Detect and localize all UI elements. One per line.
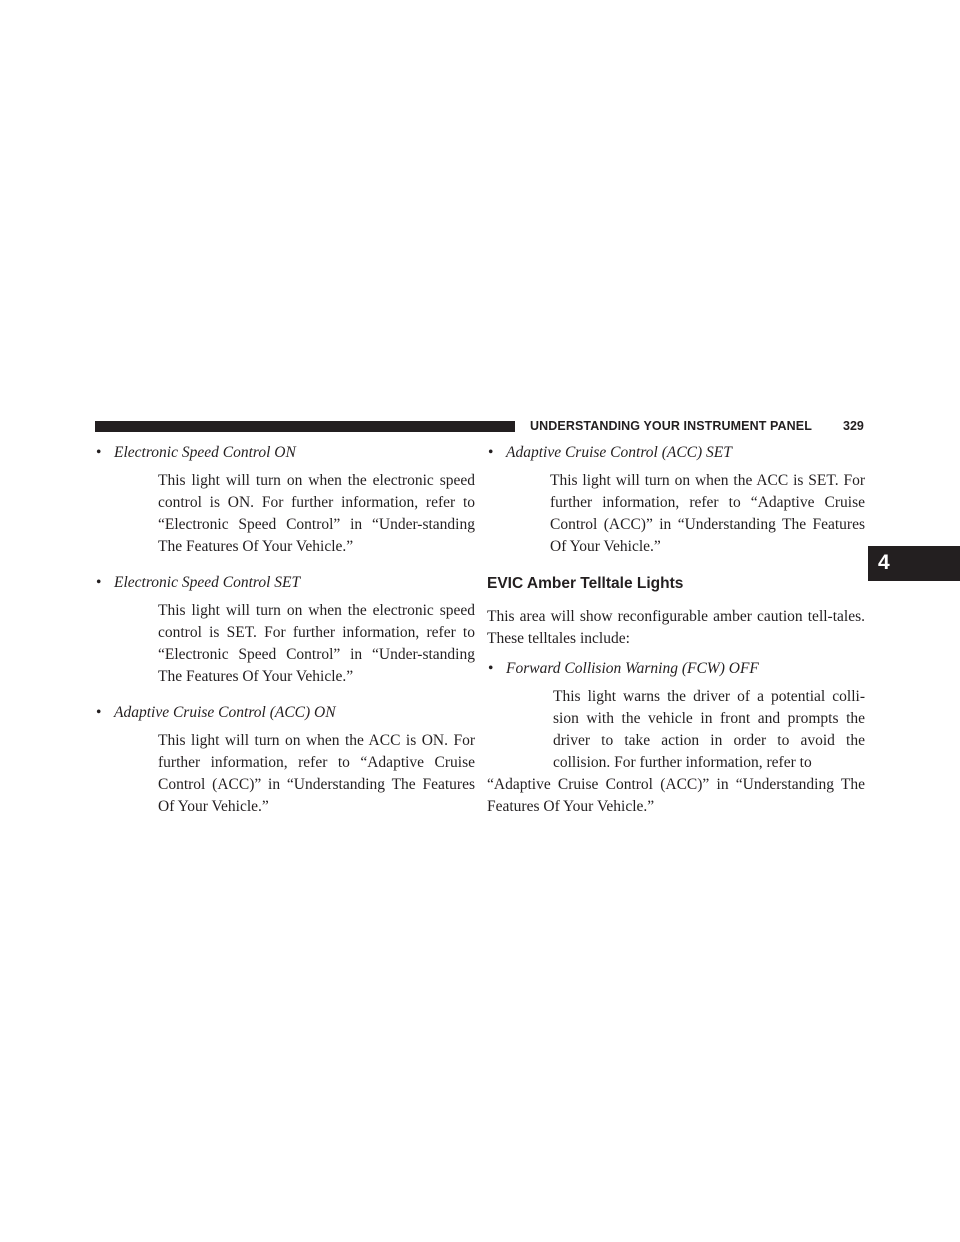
bullet-text-esc-on: This light will turn on when the electronic speed control is ON. For further information, refer to “Electronic Speed Control” in “Under-standing The Features Of Your Vehicle.” bbox=[158, 472, 475, 555]
bullet-text-fcw-off-continued: “Adaptive Cruise Control (ACC)” in “Understanding The Features Of Your Vehicle.” bbox=[487, 776, 865, 815]
bullet-text-acc-on: This light will turn on when the ACC is ON. For further information, refer to “Adaptive Cruise Control (ACC)” in “Understanding The Features Of Your Vehicle.” bbox=[158, 732, 475, 815]
right-column bbox=[487, 442, 865, 818]
bullet-title-acc-on: • Adaptive Cruise Control (ACC) ON bbox=[95, 702, 475, 724]
left-column bbox=[95, 442, 475, 832]
running-header-title: UNDERSTANDING YOUR INSTRUMENT PANEL bbox=[530, 419, 812, 433]
section-heading: EVIC Amber Telltale Lights bbox=[487, 575, 684, 592]
bullet-title-esc-set: • Electronic Speed Control SET bbox=[95, 572, 475, 594]
header-rule bbox=[95, 421, 515, 432]
bullet-text-esc-set: This light will turn on when the electronic speed control is SET. For further information, refer to “Electronic Speed Control” in “Under-standing The Features Of Your Vehicle.” bbox=[158, 602, 475, 685]
bullet-text-acc-set: This light will turn on when the ACC is SET. For further information, refer to “Adaptive Cruise Control (ACC)” in “Understanding The Features Of Your Vehicle.” bbox=[550, 472, 865, 555]
bullet-title-esc-on: • Electronic Speed Control ON bbox=[95, 442, 475, 464]
bullet-title-acc-set: • Adaptive Cruise Control (ACC) SET bbox=[487, 442, 865, 464]
bullet-title-fcw-off: • Forward Collision Warning (FCW) OFF bbox=[487, 658, 865, 680]
page-number: 329 bbox=[843, 419, 864, 433]
bullet-text-fcw-off: This light warns the driver of a potential colli-sion with the vehicle in front and prompts the driver to take action in order to avoid the collision. For further information, refer to bbox=[553, 688, 865, 771]
section-intro: This area will show reconfigurable amber caution tell-tales. These telltales include: bbox=[487, 608, 865, 647]
chapter-tab bbox=[868, 546, 960, 581]
chapter-number: 4 bbox=[878, 551, 890, 574]
